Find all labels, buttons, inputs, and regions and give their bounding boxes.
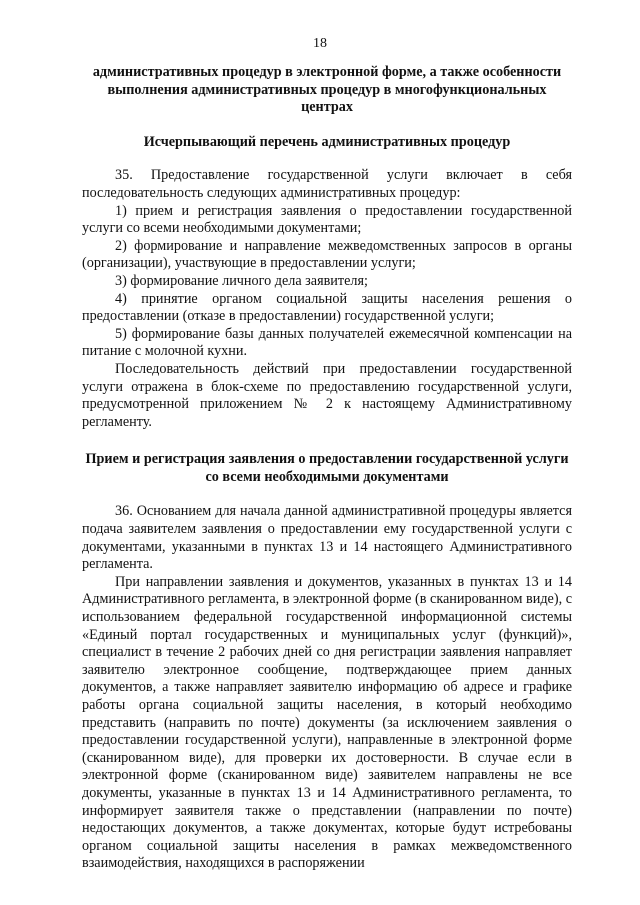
section-heading-procedures: Исчерпывающий перечень административных процедур xyxy=(143,133,511,150)
list-item-3: 3) формирование личного дела заявителя; xyxy=(115,272,368,289)
paragraph-35: 35. Предоставление государственной услуги включает в себя последовательность следующих административных процедур: xyxy=(82,167,572,201)
document-body xyxy=(82,64,572,873)
list-item-1: 1) прием и регистрация заявления о предоставлении государственной услуги со всеми необходимыми документами; xyxy=(82,202,572,237)
header-heading: административных процедур в электронной форме, а также особенности выполнения административных процедур в многофункциональных центрах xyxy=(92,64,562,116)
list-item-4: 4) принятие органом социальной защиты населения решения о предоставлении (отказе в предоставлении) государственной услуги; xyxy=(82,290,572,325)
list-item-2: 2) формирование и направление межведомственных запросов в органы (организации), участвующие в предоставлении услуги; xyxy=(82,237,572,272)
page-number: 18 xyxy=(313,36,327,51)
paragraph-electronic-submission: При направлении заявления и документов, указанных в пунктах 13 и 14 Административного регламента, в электронной форме (в сканированном виде), с использованием федеральной государственной информационной системы «Единый портал государственных и муниципальных услуг (функций)», специалист в течение 2 рабочих дней со дня регистрации заявления направляет заявителю электронное сообщение, подтверждающее прием данных документов, а также направляет заявителю информацию об адресе и графике работы органа социальной защиты населения, в который необходимо представить (направить по почте) документы (за исключением заявления о предоставлении государственной услуги), направленные в электронной форме (сканированном виде), для проверки их достоверности. В случае если в электронной форме (сканированном виде) заявителем направлены не все документы, указанные в пунктах 13 и 14 Административного регламента, то информирует заявителя также о представлении (направлении по почте) недостающих документов, а также документах, которые будут истребованы органом социальной защиты населения в рамках межведомственного взаимодействия, находящихся в распоряжении xyxy=(82,573,572,872)
list-item-5: 5) формирование базы данных получателей ежемесячной компенсации на питание с молочной кухни. xyxy=(82,325,572,360)
paragraph-36: 36. Основанием для начала данной административной процедуры является подача заявителем заявления о предоставлении ему государственной услуги с документами, указанными в пунктах 13 и 14 настоящего Административного регламента. xyxy=(82,503,572,573)
section-heading-reception: Прием и регистрация заявления о предоставлении государственной услуги со всеми необходимыми документами xyxy=(85,451,569,485)
paragraph-sequence: Последовательность действий при предоставлении государственной услуги отражена в блок-схеме по предоставлению государственной услуги, предусмотренной приложением № 2 к настоящему Административному регламенту. xyxy=(82,360,572,430)
